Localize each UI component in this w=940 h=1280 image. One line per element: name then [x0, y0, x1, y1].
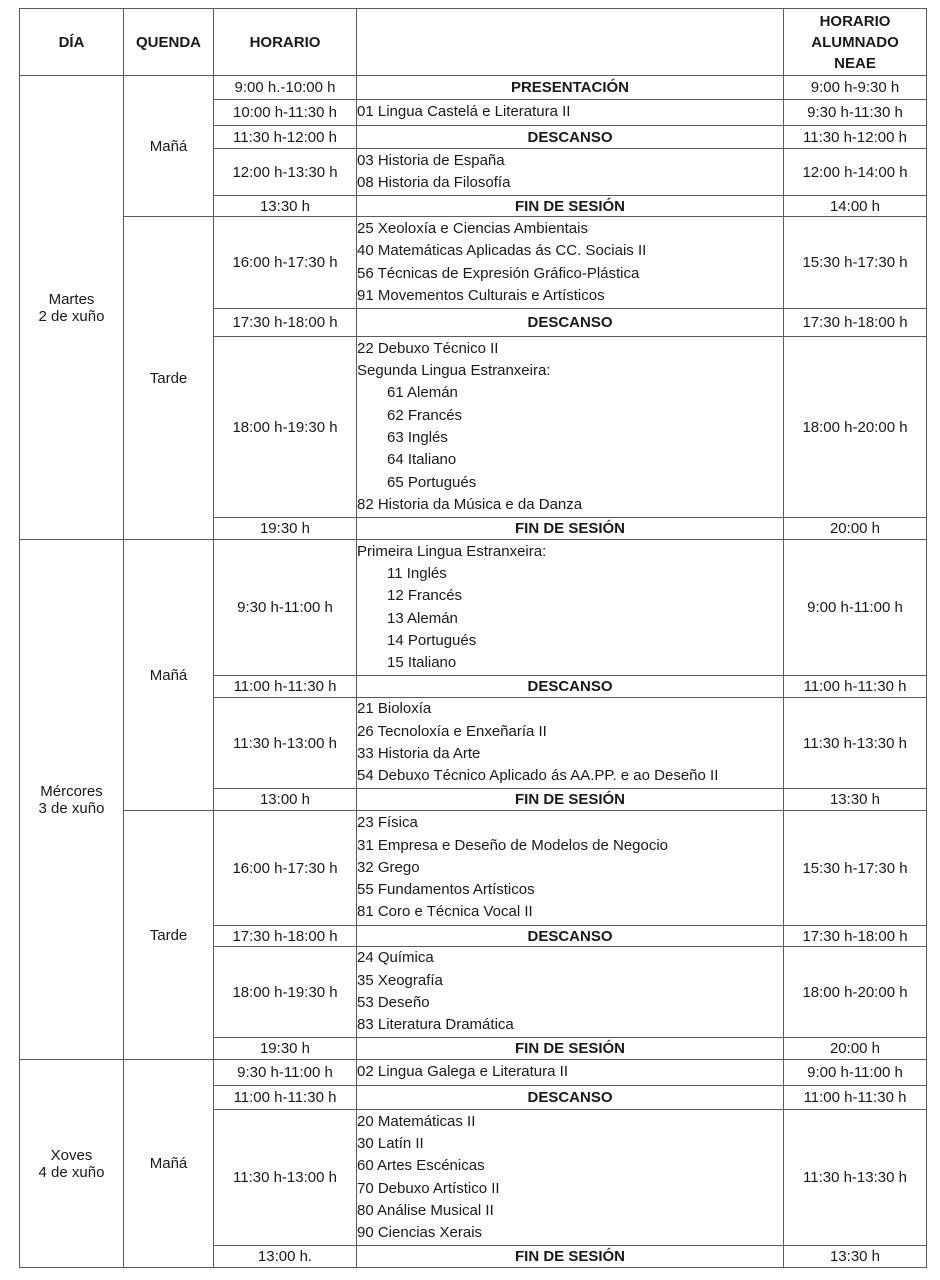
neae-time-cell: 17:30 h-18:00 h — [784, 309, 927, 337]
subjects-cell: 03 Historia de España 08 Historia da Filosofía — [357, 149, 784, 196]
neae-time-cell: 18:00 h-20:00 h — [784, 337, 927, 518]
neae-time-cell: 9:00 h-9:30 h — [784, 76, 927, 100]
time-cell: 12:00 h-13:30 h — [214, 149, 357, 196]
subjects-cell: 21 Bioloxía 26 Tecnoloxía e Enxeñaría II 33 Historia da Arte 54 Debuxo Técnico Aplicado ás AA.PP. e ao Deseño II — [357, 698, 784, 789]
table-row — [20, 540, 927, 676]
neae-time-cell: 11:00 h-11:30 h — [784, 676, 927, 698]
time-cell: 11:00 h-11:30 h — [214, 1086, 357, 1110]
time-cell: 13:00 h. — [214, 1246, 357, 1268]
neae-time-cell: 15:30 h-17:30 h — [784, 811, 927, 926]
break-cell: DESCANSO — [357, 126, 784, 149]
exam-schedule-table — [19, 8, 927, 1268]
subjects-cell: 22 Debuxo Técnico II Segunda Lingua Estranxeira: 61 Alemán 62 Francés 63 Inglés 64 Italiano 65 Portugués 82 Historia da Música e da Danza — [357, 337, 784, 518]
subjects-cell: 25 Xeoloxía e Ciencias Ambientais 40 Matemáticas Aplicadas ás CC. Sociais II 56 Técnicas de Expresión Gráfico-Plástica 91 Movementos Culturais e Artísticos — [357, 217, 784, 309]
time-cell: 16:00 h-17:30 h — [214, 811, 357, 926]
neae-time-cell: 9:00 h-11:00 h — [784, 540, 927, 676]
time-cell: 16:00 h-17:30 h — [214, 217, 357, 309]
subjects-cell: Primeira Lingua Estranxeira: 11 Inglés 12 Francés 13 Alemán 14 Portugués 15 Italiano — [357, 540, 784, 676]
end-session-cell: FIN DE SESIÓN — [357, 1246, 784, 1268]
neae-time-cell: 11:30 h-12:00 h — [784, 126, 927, 149]
shift-cell: Tarde — [124, 217, 214, 540]
time-cell: 17:30 h-18:00 h — [214, 926, 357, 947]
col-header-dia: DÍA — [20, 9, 124, 76]
day-cell: Xoves 4 de xuño — [20, 1060, 124, 1268]
neae-time-cell: 11:30 h-13:30 h — [784, 1110, 927, 1246]
end-session-cell: FIN DE SESIÓN — [357, 518, 784, 540]
neae-time-cell: 12:00 h-14:00 h — [784, 149, 927, 196]
break-cell: DESCANSO — [357, 676, 784, 698]
time-cell: 17:30 h-18:00 h — [214, 309, 357, 337]
time-cell: 18:00 h-19:30 h — [214, 947, 357, 1038]
shift-cell: Tarde — [124, 811, 214, 1060]
time-cell: 11:30 h-13:00 h — [214, 698, 357, 789]
neae-time-cell: 20:00 h — [784, 518, 927, 540]
end-session-cell: FIN DE SESIÓN — [357, 789, 784, 811]
day-cell: Martes 2 de xuño — [20, 76, 124, 540]
neae-time-cell: 18:00 h-20:00 h — [784, 947, 927, 1038]
neae-time-cell: 13:30 h — [784, 1246, 927, 1268]
end-session-cell: FIN DE SESIÓN — [357, 1038, 784, 1060]
col-header-quenda: QUENDA — [124, 9, 214, 76]
neae-time-cell: 17:30 h-18:00 h — [784, 926, 927, 947]
col-header-materia — [357, 9, 784, 76]
table-row — [20, 76, 927, 100]
subjects-cell: 23 Física 31 Empresa e Deseño de Modelos de Negocio 32 Grego 55 Fundamentos Artísticos 81 Coro e Técnica Vocal II — [357, 811, 784, 926]
presentation-cell: PRESENTACIÓN — [357, 76, 784, 100]
subjects-cell: 24 Química 35 Xeografía 53 Deseño 83 Literatura Dramática — [357, 947, 784, 1038]
break-cell: DESCANSO — [357, 309, 784, 337]
neae-time-cell: 15:30 h-17:30 h — [784, 217, 927, 309]
col-header-neae: HORARIO ALUMNADO NEAE — [784, 9, 927, 76]
break-cell: DESCANSO — [357, 1086, 784, 1110]
end-session-cell: FIN DE SESIÓN — [357, 196, 784, 217]
table-row — [20, 217, 927, 309]
col-header-horario: HORARIO — [214, 9, 357, 76]
time-cell: 9:00 h.-10:00 h — [214, 76, 357, 100]
time-cell: 9:30 h-11:00 h — [214, 540, 357, 676]
time-cell: 9:30 h-11:00 h — [214, 1060, 357, 1086]
day-cell: Mércores 3 de xuño — [20, 540, 124, 1060]
time-cell: 13:00 h — [214, 789, 357, 811]
subjects-cell: 01 Lingua Castelá e Literatura II — [357, 100, 784, 126]
subjects-cell: 02 Lingua Galega e Literatura II — [357, 1060, 784, 1086]
shift-cell: Mañá — [124, 1060, 214, 1268]
table-row — [20, 811, 927, 926]
time-cell: 11:30 h-12:00 h — [214, 126, 357, 149]
neae-time-cell: 20:00 h — [784, 1038, 927, 1060]
shift-cell: Mañá — [124, 76, 214, 217]
time-cell: 11:30 h-13:00 h — [214, 1110, 357, 1246]
neae-time-cell: 9:00 h-11:00 h — [784, 1060, 927, 1086]
time-cell: 18:00 h-19:30 h — [214, 337, 357, 518]
neae-time-cell: 11:00 h-11:30 h — [784, 1086, 927, 1110]
header-row — [20, 9, 927, 76]
neae-time-cell: 14:00 h — [784, 196, 927, 217]
time-cell: 10:00 h-11:30 h — [214, 100, 357, 126]
neae-time-cell: 9:30 h-11:30 h — [784, 100, 927, 126]
time-cell: 11:00 h-11:30 h — [214, 676, 357, 698]
table-row — [20, 1060, 927, 1086]
neae-time-cell: 13:30 h — [784, 789, 927, 811]
subjects-cell: 20 Matemáticas II 30 Latín II 60 Artes Escénicas 70 Debuxo Artístico II 80 Análise Musical II 90 Ciencias Xerais — [357, 1110, 784, 1246]
break-cell: DESCANSO — [357, 926, 784, 947]
neae-time-cell: 11:30 h-13:30 h — [784, 698, 927, 789]
time-cell: 19:30 h — [214, 518, 357, 540]
time-cell: 19:30 h — [214, 1038, 357, 1060]
time-cell: 13:30 h — [214, 196, 357, 217]
shift-cell: Mañá — [124, 540, 214, 811]
